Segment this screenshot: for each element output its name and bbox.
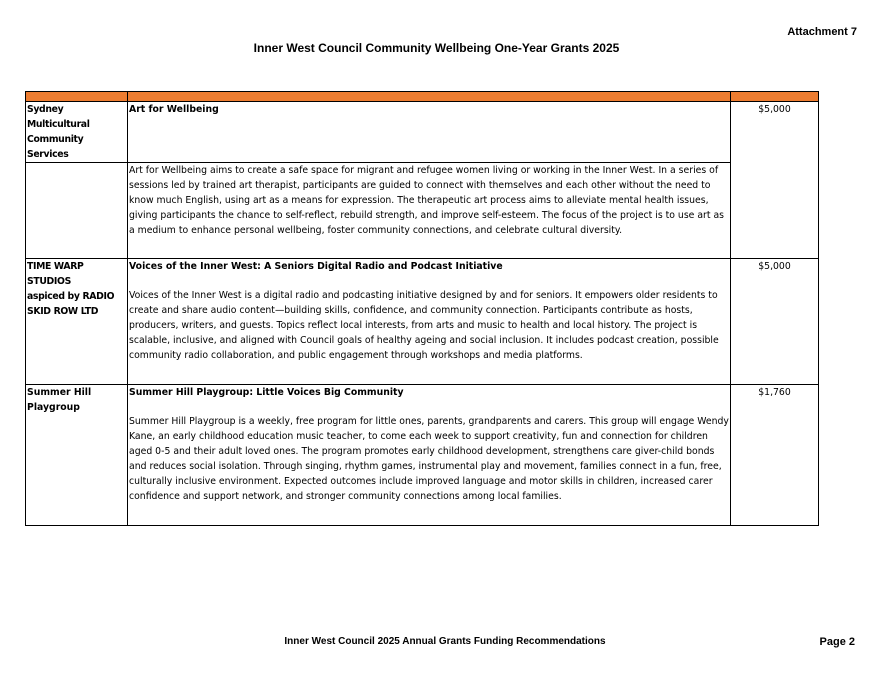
grants-table — [25, 91, 819, 526]
page-title: Inner West Council Community Wellbeing One-Year Grants 2025 — [253, 41, 620, 55]
organisation-cell — [26, 385, 128, 526]
attachment-label: Attachment 7 — [787, 26, 857, 38]
project-cell — [128, 259, 731, 385]
amount-cell: $5,000 — [731, 102, 819, 259]
description-cell — [128, 163, 731, 259]
table-row — [26, 385, 819, 526]
project-title: Art for Wellbeing — [128, 102, 731, 163]
page-number: Page 2 — [819, 636, 855, 648]
organisation-line: Summer Hill — [27, 387, 92, 398]
project-description: Summer Hill Playgroup is a weekly, free program for little ones, parents, grandparents and carers. This group will engage Wendy Kane, an early childhood education music teacher, to come each week to support creativity, fun and connection for children aged 0-5 and their adult loved ones. The program promotes early childhood development, strengthens care giver-child bonds and reduces social isolation. Through singing, rhythm games, instrumental play and movement, families connect in a fun, free, culturally inclusive environment. Expected outcomes include improved language and motor skills in children, increased carer confidence and support network, and stronger community connections among local families. — [129, 416, 729, 502]
project-description: Art for Wellbeing aims to create a safe space for migrant and refugee women living or working in the Inner West. In a series of sessions led by trained art therapist, participants are guided to connect with themselves and each other without the need to know much English, using art as a means for expression. The therapeutic art process aims to alleviate mental health issues, giving participants the chance to self-reflect, rebuild strength, and improve self-esteem. The focus of the project is to use art as a medium to enhance personal wellbeing, foster community connections, and celebrate cultural diversity. — [129, 165, 724, 236]
organisation-cell — [26, 259, 128, 385]
page-footer: Inner West Council 2025 Annual Grants Funding Recommendations — [284, 636, 606, 647]
organisation-line: Sydney Multicultural — [27, 104, 90, 130]
project-description: Voices of the Inner West is a digital radio and podcasting initiative designed by and for seniors. It empowers older residents to create and share audio content—building skills, confidence, and community connection. Participants contribute as hosts, producers, writers, and guests. Topics reflect local interests, from arts and music to health and local history. The project is scalable, inclusive, and aligned with Council goals of healthy ageing and social inclusion. It includes podcast creation, possible community radio collaboration, and public engagement through workshops and media platforms. — [129, 290, 719, 361]
table-row — [26, 163, 819, 259]
organisation-line: TIME WARP STUDIOS — [27, 261, 84, 287]
organisation-line: Community Services — [27, 134, 84, 160]
amount-cell: $1,760 — [731, 385, 819, 526]
amount-cell: $5,000 — [731, 259, 819, 385]
empty-cell — [26, 163, 128, 259]
organisation-line: aspiced by RADIO — [27, 291, 115, 302]
project-title: Voices of the Inner West: A Seniors Digital Radio and Podcast Initiative — [129, 261, 503, 272]
table-row — [26, 102, 819, 163]
project-cell — [128, 385, 731, 526]
table-header-bar — [26, 92, 819, 102]
organisation-line: Playgroup — [27, 402, 80, 413]
organisation-cell — [26, 102, 128, 163]
project-title: Summer Hill Playgroup: Little Voices Big Community — [129, 387, 404, 398]
organisation-line: SKID ROW LTD — [27, 306, 99, 317]
table-row — [26, 259, 819, 385]
